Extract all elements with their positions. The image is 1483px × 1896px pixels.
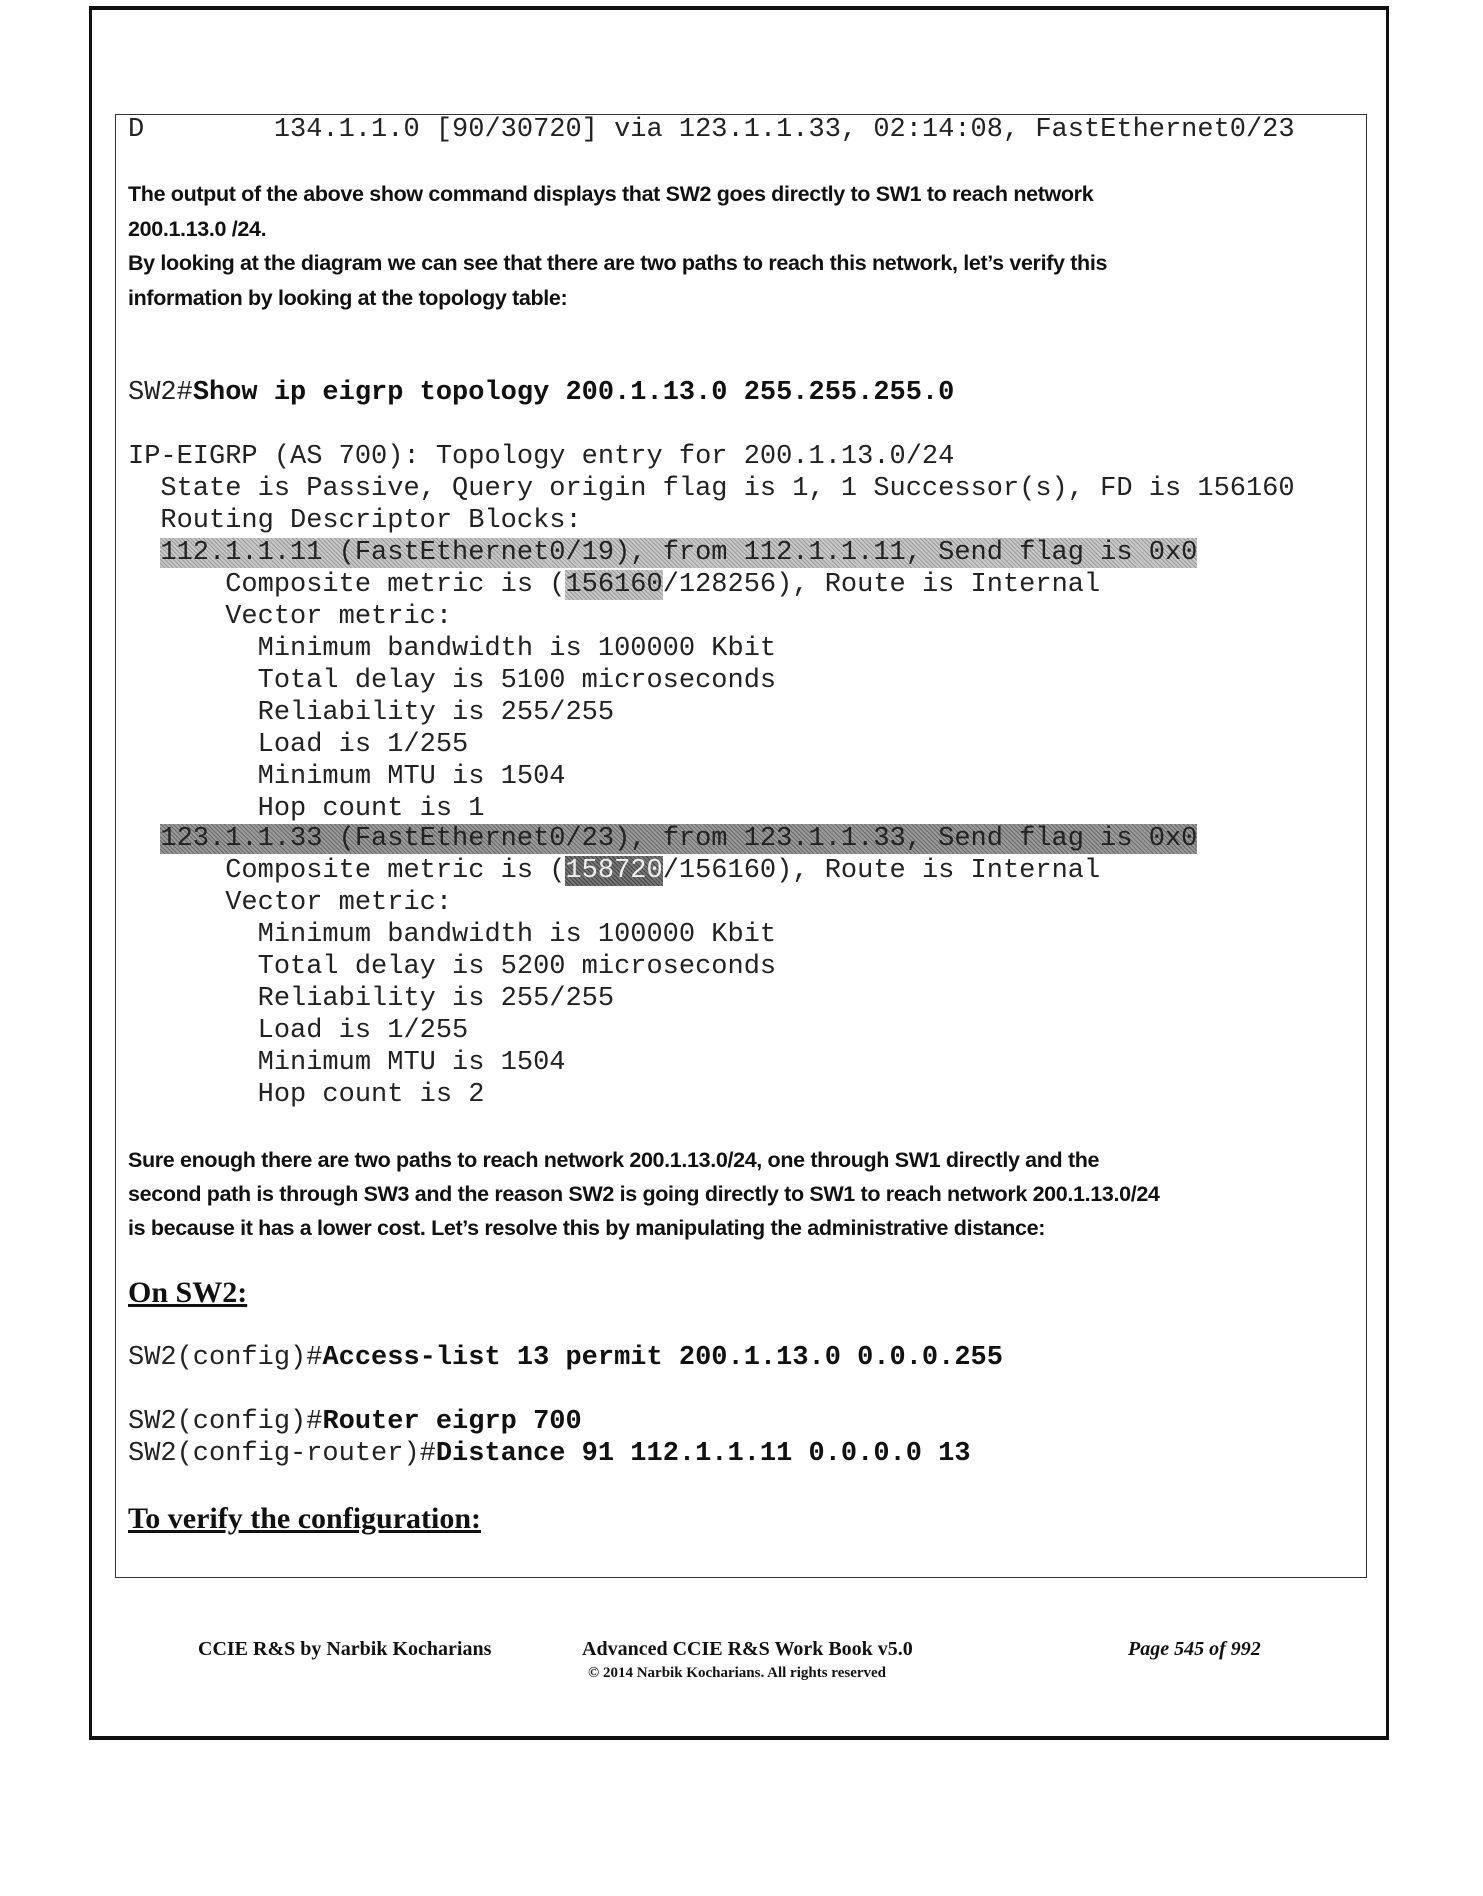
composite-rest: /128256), Route is Internal [662, 570, 1101, 600]
explain-line: Sure enough there are two paths to reach network 200.1.13.0/24, one through SW1 directly and the [128, 1148, 1100, 1172]
metric-detail: Minimum MTU is 1504 [128, 762, 566, 792]
composite-label: Composite metric is ( [128, 570, 566, 600]
metric-detail: Minimum MTU is 1504 [128, 1048, 566, 1078]
metric-detail: Total delay is 5200 microseconds [128, 952, 777, 982]
command: Access-list 13 permit 200.1.13.0 0.0.0.255 [322, 1343, 1003, 1373]
config-line [128, 1342, 1003, 1374]
highlighted-metric: 156160 [565, 570, 663, 600]
route-line: D 134.1.1.0 [90/30720] via 123.1.1.33, 02:14:08, FastEthernet0/23 [128, 115, 1295, 145]
config-line [128, 1438, 971, 1470]
config-line [128, 1406, 582, 1438]
metric-detail: Minimum bandwidth is 100000 Kbit [128, 920, 777, 950]
composite-rest: /156160), Route is Internal [662, 856, 1101, 886]
metric-detail: Hop count is 1 [128, 794, 485, 824]
prompt: SW2# [128, 378, 193, 408]
composite-label: Composite metric is ( [128, 856, 566, 886]
footer-author: CCIE R&S by Narbik Kocharians [198, 1638, 492, 1660]
metric-detail: Reliability is 255/255 [128, 984, 615, 1014]
metric-detail: Total delay is 5100 microseconds [128, 666, 777, 696]
topology-rdb: Routing Descriptor Blocks: [128, 506, 582, 536]
highlighted-entry: 112.1.1.11 (FastEthernet0/19), from 112.1.1.11, Send flag is 0x0 [160, 538, 1198, 568]
intro-line: 200.1.13.0 /24. [128, 217, 267, 241]
composite-metric [128, 855, 1100, 887]
metric-detail: Load is 1/255 [128, 730, 469, 760]
command: Distance 91 112.1.1.11 0.0.0.0 13 [435, 1439, 971, 1469]
explain-line: second path is through SW3 and the reason SW2 is going directly to SW1 to reach network 200.1.13.0/24 [128, 1182, 1160, 1206]
topology-entry-title [128, 537, 1197, 569]
command: Show ip eigrp topology 200.1.13.0 255.255.255.0 [192, 378, 955, 408]
show-command [128, 377, 954, 409]
topology-state: State is Passive, Query origin flag is 1, 1 Successor(s), FD is 156160 [128, 474, 1295, 504]
footer-page: Page 545 of 992 [1128, 1638, 1261, 1660]
metric-detail: Minimum bandwidth is 100000 Kbit [128, 634, 777, 664]
metric-detail: Load is 1/255 [128, 1016, 469, 1046]
prompt: SW2(config-router)# [128, 1439, 436, 1469]
metric-detail: Hop count is 2 [128, 1080, 485, 1110]
vector-metric: Vector metric: [128, 888, 453, 918]
highlighted-entry: 123.1.1.33 (FastEthernet0/23), from 123.1.1.33, Send flag is 0x0 [160, 824, 1198, 854]
explain-line: is because it has a lower cost. Let’s resolve this by manipulating the administrative distance: [128, 1216, 1046, 1240]
topology-entry-title [128, 823, 1197, 855]
prompt: SW2(config)# [128, 1407, 323, 1437]
heading-on-sw2: On SW2: [128, 1276, 248, 1309]
intro-line: By looking at the diagram we can see that there are two paths to reach this network, let’s verify this [128, 251, 1108, 275]
footer-copyright: © 2014 Narbik Kocharians. All rights reserved [588, 1665, 887, 1681]
composite-metric [128, 569, 1100, 601]
metric-detail: Reliability is 255/255 [128, 698, 615, 728]
vector-metric: Vector metric: [128, 602, 453, 632]
intro-line: The output of the above show command displays that SW2 goes directly to SW1 to reach network [128, 182, 1094, 206]
topology-header: IP-EIGRP (AS 700): Topology entry for 200.1.13.0/24 [128, 442, 955, 472]
highlighted-metric: 158720 [565, 856, 663, 886]
heading-verify: To verify the configuration: [128, 1502, 482, 1535]
prompt: SW2(config)# [128, 1343, 323, 1373]
command: Router eigrp 700 [322, 1407, 582, 1437]
intro-line: information by looking at the topology table: [128, 286, 568, 310]
footer-book: Advanced CCIE R&S Work Book v5.0 [582, 1638, 913, 1660]
